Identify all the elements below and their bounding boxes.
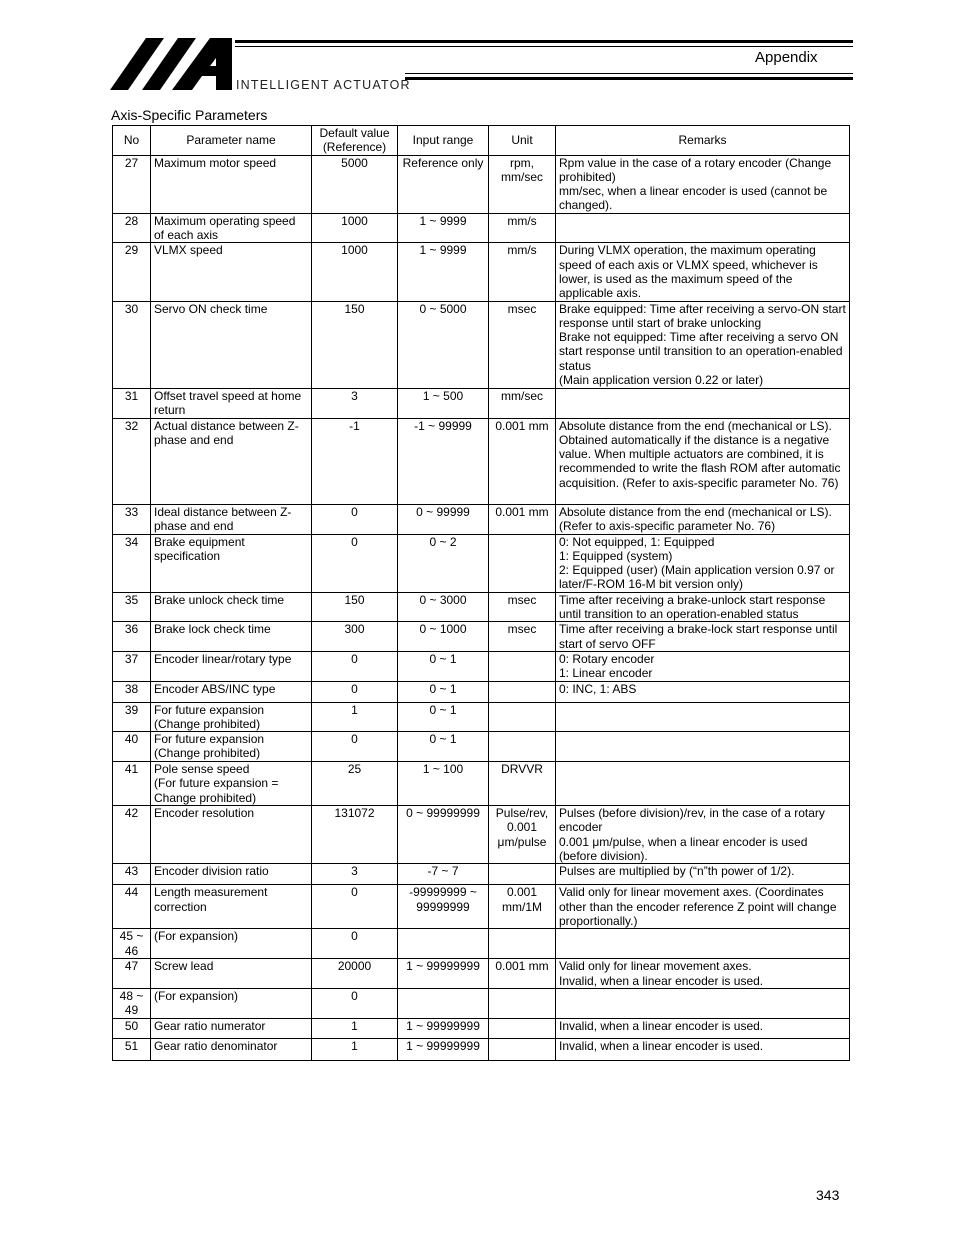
cell-unit <box>489 534 556 592</box>
cell-input-range <box>398 988 489 1018</box>
section-title: Appendix <box>755 49 818 66</box>
cell-no: 27 <box>113 155 151 213</box>
cell-remarks: Rpm value in the case of a rotary encoder (Change prohibited) mm/sec, when a linear encoder is used (cannot be changed). <box>556 155 850 213</box>
table-row <box>113 301 850 388</box>
cell-parameter-name: Encoder resolution <box>151 806 312 864</box>
cell-no: 37 <box>113 651 151 681</box>
cell-unit <box>489 988 556 1018</box>
cell-no: 31 <box>113 388 151 418</box>
table-row <box>113 762 850 806</box>
cell-default-value: 150 <box>312 301 398 388</box>
cell-default-value: 1 <box>312 1038 398 1060</box>
cell-parameter-name: Maximum operating speed of each axis <box>151 213 312 243</box>
cell-remarks: Brake equipped: Time after receiving a servo-ON start response until start of brake unlocking Brake not equipped: Time after receiving a servo ON start response until transition to an operation-enabled status (Main application version 0.22 or later) <box>556 301 850 388</box>
table-row <box>113 155 850 213</box>
cell-remarks <box>556 762 850 806</box>
cell-input-range: 0 ~ 2 <box>398 534 489 592</box>
cell-default-value: 25 <box>312 762 398 806</box>
cell-no: 51 <box>113 1038 151 1060</box>
table-row <box>113 418 850 504</box>
cell-remarks <box>556 929 850 959</box>
cell-input-range: 0 ~ 1 <box>398 681 489 702</box>
cell-default-value: 3 <box>312 864 398 885</box>
cell-remarks: Valid only for linear movement axes. Invalid, when a linear encoder is used. <box>556 959 850 989</box>
cell-no: 33 <box>113 504 151 534</box>
cell-unit: msec <box>489 301 556 388</box>
cell-unit: msec <box>489 622 556 652</box>
cell-input-range: 0 ~ 5000 <box>398 301 489 388</box>
cell-parameter-name: Brake equipment specification <box>151 534 312 592</box>
cell-unit: mm/s <box>489 243 556 301</box>
cell-remarks: 0: Rotary encoder 1: Linear encoder <box>556 651 850 681</box>
cell-parameter-name: VLMX speed <box>151 243 312 301</box>
cell-no: 42 <box>113 806 151 864</box>
table-row <box>113 885 850 929</box>
cell-input-range: -99999999 ~ 99999999 <box>398 885 489 929</box>
table-row <box>113 702 850 732</box>
cell-unit: Pulse/rev, 0.001 μm/pulse <box>489 806 556 864</box>
cell-default-value: 20000 <box>312 959 398 989</box>
cell-input-range: 1 ~ 99999999 <box>398 1038 489 1060</box>
cell-input-range: 0 ~ 99999999 <box>398 806 489 864</box>
cell-parameter-name: Encoder division ratio <box>151 864 312 885</box>
cell-default-value: 0 <box>312 504 398 534</box>
cell-unit <box>489 651 556 681</box>
cell-remarks: Pulses are multiplied by (“n”th power of 1/2). <box>556 864 850 885</box>
cell-unit: mm/s <box>489 213 556 243</box>
cell-parameter-name: Brake unlock check time <box>151 592 312 622</box>
cell-default-value: 300 <box>312 622 398 652</box>
table-title: Axis-Specific Parameters <box>111 107 268 123</box>
cell-remarks: 0: Not equipped, 1: Equipped 1: Equipped (system) 2: Equipped (user) (Main application version 0.97 or later/F-ROM 16-M bit version only) <box>556 534 850 592</box>
table-row <box>113 959 850 989</box>
table-row <box>113 1018 850 1038</box>
cell-unit: 0.001 mm/1M <box>489 885 556 929</box>
cell-input-range: 1 ~ 99999999 <box>398 959 489 989</box>
table-row <box>113 388 850 418</box>
cell-no: 29 <box>113 243 151 301</box>
cell-no: 48 ~ 49 <box>113 988 151 1018</box>
cell-no: 45 ~ 46 <box>113 929 151 959</box>
cell-unit: rpm, mm/sec <box>489 155 556 213</box>
cell-no: 32 <box>113 418 151 504</box>
cell-no: 44 <box>113 885 151 929</box>
cell-no: 38 <box>113 681 151 702</box>
cell-default-value: 1000 <box>312 213 398 243</box>
column-header-parameter-name: Parameter name <box>151 126 312 156</box>
cell-input-range: 0 ~ 1000 <box>398 622 489 652</box>
cell-no: 39 <box>113 702 151 732</box>
cell-remarks: Absolute distance from the end (mechanical or LS). Obtained automatically if the distance is a negative value. When multiple actuators are combined, it is recommended to write the flash ROM after automatic acquisition. (Refer to axis-specific parameter No. 76) <box>556 418 850 504</box>
table-body <box>113 155 850 1060</box>
brand-name: INTELLIGENT ACTUATOR <box>236 78 411 92</box>
header-rule <box>405 77 853 80</box>
cell-input-range: 0 ~ 1 <box>398 732 489 762</box>
column-header-default-value: Default value (Reference) <box>312 126 398 156</box>
cell-parameter-name: Length measurement correction <box>151 885 312 929</box>
cell-unit <box>489 1018 556 1038</box>
cell-input-range: 1 ~ 100 <box>398 762 489 806</box>
cell-unit <box>489 732 556 762</box>
cell-parameter-name: Encoder linear/rotary type <box>151 651 312 681</box>
cell-remarks <box>556 702 850 732</box>
cell-remarks <box>556 213 850 243</box>
cell-no: 36 <box>113 622 151 652</box>
cell-parameter-name: Brake lock check time <box>151 622 312 652</box>
cell-no: 28 <box>113 213 151 243</box>
cell-default-value: 1 <box>312 702 398 732</box>
table-row <box>113 988 850 1018</box>
cell-parameter-name: (For expansion) <box>151 929 312 959</box>
cell-unit: msec <box>489 592 556 622</box>
cell-no: 34 <box>113 534 151 592</box>
cell-unit: 0.001 mm <box>489 418 556 504</box>
table-row <box>113 592 850 622</box>
cell-parameter-name: Screw lead <box>151 959 312 989</box>
cell-no: 40 <box>113 732 151 762</box>
cell-no: 50 <box>113 1018 151 1038</box>
cell-remarks: Pulses (before division)/rev, in the case of a rotary encoder 0.001 μm/pulse, when a linear encoder is used (before division). <box>556 806 850 864</box>
header-rule <box>235 46 853 47</box>
column-header-no: No <box>113 126 151 156</box>
cell-default-value: 1000 <box>312 243 398 301</box>
header-rule <box>235 40 853 43</box>
cell-no: 43 <box>113 864 151 885</box>
table-row <box>113 929 850 959</box>
table-row <box>113 806 850 864</box>
cell-parameter-name: Pole sense speed (For future expansion = Change prohibited) <box>151 762 312 806</box>
table-row <box>113 243 850 301</box>
cell-parameter-name: For future expansion (Change prohibited) <box>151 732 312 762</box>
table-header-row <box>113 126 850 156</box>
cell-no: 35 <box>113 592 151 622</box>
cell-default-value: -1 <box>312 418 398 504</box>
cell-input-range: 1 ~ 99999999 <box>398 1018 489 1038</box>
cell-input-range: 1 ~ 500 <box>398 388 489 418</box>
cell-unit: 0.001 mm <box>489 959 556 989</box>
cell-input-range: 0 ~ 3000 <box>398 592 489 622</box>
cell-default-value: 0 <box>312 534 398 592</box>
cell-remarks: Absolute distance from the end (mechanical or LS). (Refer to axis-specific parameter No. 76) <box>556 504 850 534</box>
cell-parameter-name: (For expansion) <box>151 988 312 1018</box>
cell-parameter-name: Actual distance between Z-phase and end <box>151 418 312 504</box>
cell-remarks: Valid only for linear movement axes. (Coordinates other than the encoder reference Z point will change proportionally.) <box>556 885 850 929</box>
table-row <box>113 864 850 885</box>
table-row <box>113 732 850 762</box>
cell-remarks: Time after receiving a brake-lock start response until start of servo OFF <box>556 622 850 652</box>
cell-default-value: 5000 <box>312 155 398 213</box>
cell-remarks: Time after receiving a brake-unlock start response until transition to an operation-enabled status <box>556 592 850 622</box>
table-row <box>113 213 850 243</box>
cell-unit: mm/sec <box>489 388 556 418</box>
table-row <box>113 622 850 652</box>
column-header-unit: Unit <box>489 126 556 156</box>
cell-input-range: 1 ~ 9999 <box>398 243 489 301</box>
cell-no: 47 <box>113 959 151 989</box>
cell-no: 30 <box>113 301 151 388</box>
cell-default-value: 0 <box>312 681 398 702</box>
cell-parameter-name: Ideal distance between Z-phase and end <box>151 504 312 534</box>
cell-unit <box>489 681 556 702</box>
cell-unit <box>489 929 556 959</box>
cell-input-range: 1 ~ 9999 <box>398 213 489 243</box>
column-header-input-range: Input range <box>398 126 489 156</box>
cell-remarks: Invalid, when a linear encoder is used. <box>556 1018 850 1038</box>
page-number: 343 <box>816 1187 840 1203</box>
cell-unit <box>489 864 556 885</box>
cell-input-range: 0 ~ 1 <box>398 651 489 681</box>
cell-input-range: -7 ~ 7 <box>398 864 489 885</box>
cell-parameter-name: Encoder ABS/INC type <box>151 681 312 702</box>
cell-input-range: 0 ~ 99999 <box>398 504 489 534</box>
cell-parameter-name: Offset travel speed at home return <box>151 388 312 418</box>
cell-parameter-name: Gear ratio denominator <box>151 1038 312 1060</box>
table-row <box>113 1038 850 1060</box>
cell-input-range: Reference only <box>398 155 489 213</box>
cell-parameter-name: For future expansion (Change prohibited) <box>151 702 312 732</box>
cell-default-value: 3 <box>312 388 398 418</box>
table-row <box>113 504 850 534</box>
cell-remarks <box>556 732 850 762</box>
column-header-remarks: Remarks <box>556 126 850 156</box>
table-row <box>113 534 850 592</box>
cell-default-value: 0 <box>312 885 398 929</box>
cell-input-range: -1 ~ 99999 <box>398 418 489 504</box>
cell-remarks: During VLMX operation, the maximum operating speed of each axis or VLMX speed, whichever is lower, is used as the maximum speed of the applicable axis. <box>556 243 850 301</box>
cell-remarks <box>556 988 850 1018</box>
cell-unit <box>489 702 556 732</box>
table-row <box>113 651 850 681</box>
cell-default-value: 150 <box>312 592 398 622</box>
header-rule <box>405 73 853 74</box>
cell-unit: 0.001 mm <box>489 504 556 534</box>
cell-remarks <box>556 388 850 418</box>
cell-default-value: 0 <box>312 732 398 762</box>
cell-parameter-name: Maximum motor speed <box>151 155 312 213</box>
cell-unit: DRVVR <box>489 762 556 806</box>
cell-input-range: 0 ~ 1 <box>398 702 489 732</box>
cell-parameter-name: Servo ON check time <box>151 301 312 388</box>
cell-unit <box>489 1038 556 1060</box>
cell-default-value: 131072 <box>312 806 398 864</box>
cell-default-value: 0 <box>312 929 398 959</box>
cell-default-value: 0 <box>312 651 398 681</box>
cell-default-value: 0 <box>312 988 398 1018</box>
table-row <box>113 681 850 702</box>
cell-no: 41 <box>113 762 151 806</box>
cell-remarks: 0: INC, 1: ABS <box>556 681 850 702</box>
cell-default-value: 1 <box>312 1018 398 1038</box>
cell-input-range <box>398 929 489 959</box>
cell-parameter-name: Gear ratio numerator <box>151 1018 312 1038</box>
parameters-table <box>112 125 850 1061</box>
cell-remarks: Invalid, when a linear encoder is used. <box>556 1038 850 1060</box>
